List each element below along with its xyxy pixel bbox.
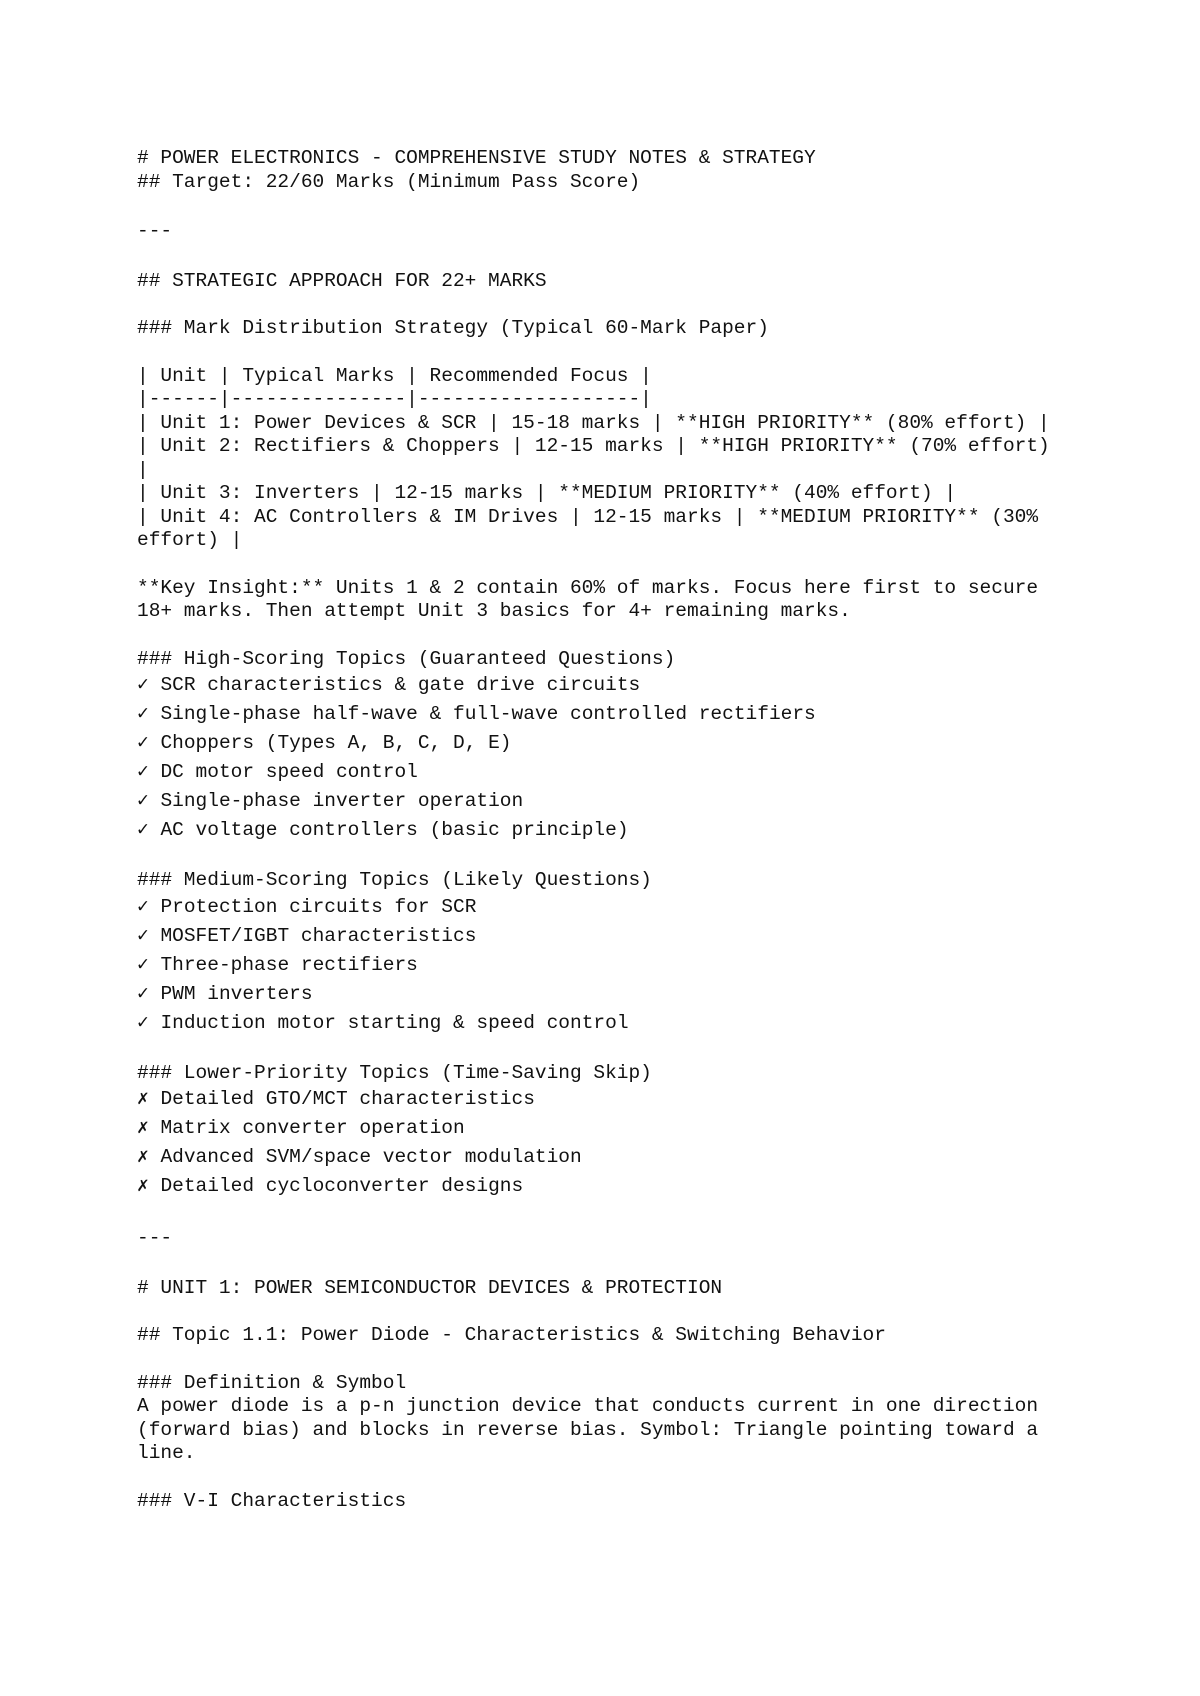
table-row: | Unit 3: Inverters | 12-15 marks | **MEDIUM PRIORITY** (40% effort) | xyxy=(137,482,957,504)
list-item: ✓ PWM inverters xyxy=(137,982,313,1005)
list-item: ✓ Single-phase half-wave & full-wave controlled rectifiers xyxy=(137,703,816,725)
definition-paragraph: A power diode is a p-n junction device that conducts current in one direction (forward bias) and blocks in reverse bias. Symbol: Triangle pointing toward a line. xyxy=(137,1395,1050,1464)
list-item: ✓ Single-phase inverter operation xyxy=(137,790,524,812)
key-insight-paragraph: **Key Insight:** Units 1 & 2 contain 60% of marks. Focus here first to secure 18+ marks. Then attempt Unit 3 basics for 4+ remaining marks. xyxy=(137,576,1050,622)
list-item: ✓ SCR characteristics & gate drive circuits xyxy=(137,674,641,696)
list-item: ✗ Detailed GTO/MCT characteristics xyxy=(137,1088,535,1110)
definition-heading: ### Definition & Symbol xyxy=(137,1371,407,1394)
list-item: ✓ DC motor speed control xyxy=(137,761,418,783)
medium-scoring-heading: ### Medium-Scoring Topics (Likely Questions) xyxy=(137,869,652,891)
document-title: # POWER ELECTRONICS - COMPREHENSIVE STUDY NOTES & STRATEGY xyxy=(137,147,816,169)
low-priority-heading: ### Lower-Priority Topics (Time-Saving Skip) xyxy=(137,1061,652,1084)
table-row: | Unit 4: AC Controllers & IM Drives | 12-15 marks | **MEDIUM PRIORITY** (30% effort) | xyxy=(137,505,1050,551)
list-item: ✓ Three-phase rectifiers xyxy=(137,953,418,976)
strategy-heading: ## STRATEGIC APPROACH FOR 22+ MARKS xyxy=(137,269,547,292)
document-page xyxy=(137,147,1067,1513)
list-item: ✗ Detailed cycloconverter designs xyxy=(137,1175,524,1197)
list-item: ✗ Advanced SVM/space vector modulation xyxy=(137,1146,582,1168)
horizontal-rule: --- xyxy=(137,220,173,242)
table-row: | Unit 2: Rectifiers & Choppers | 12-15 marks | **HIGH PRIORITY** (70% effort) | xyxy=(137,435,1062,481)
list-item: ✓ Choppers (Types A, B, C, D, E) xyxy=(137,732,512,754)
medium-scoring-list xyxy=(137,893,1067,1038)
horizontal-rule: --- xyxy=(137,1227,173,1249)
mark-distribution-table xyxy=(137,365,1067,553)
target-subtitle: ## Target: 22/60 Marks (Minimum Pass Score) xyxy=(137,170,641,193)
table-row: | Unit 1: Power Devices & SCR | 15-18 marks | **HIGH PRIORITY** (80% effort) | xyxy=(137,411,1050,434)
table-header-row: | Unit | Typical Marks | Recommended Focus | xyxy=(137,364,652,387)
vi-characteristics-heading: ### V-I Characteristics xyxy=(137,1489,407,1512)
distribution-heading: ### Mark Distribution Strategy (Typical 60-Mark Paper) xyxy=(137,317,769,339)
table-separator-row: |------|---------------|-------------------| xyxy=(137,388,652,410)
list-item: ✗ Matrix converter operation xyxy=(137,1117,465,1139)
high-scoring-list xyxy=(137,671,1067,845)
list-item: ✓ MOSFET/IGBT characteristics xyxy=(137,924,477,947)
list-item: ✓ Induction motor starting & speed control xyxy=(137,1011,629,1034)
low-priority-list xyxy=(137,1085,1067,1201)
list-item: ✓ AC voltage controllers (basic principle) xyxy=(137,819,629,841)
topic-heading: ## Topic 1.1: Power Diode - Characteristics & Switching Behavior xyxy=(137,1324,886,1346)
list-item: ✓ Protection circuits for SCR xyxy=(137,895,477,918)
high-scoring-heading: ### High-Scoring Topics (Guaranteed Questions) xyxy=(137,647,676,670)
unit1-heading: # UNIT 1: POWER SEMICONDUCTOR DEVICES & PROTECTION xyxy=(137,1276,723,1299)
